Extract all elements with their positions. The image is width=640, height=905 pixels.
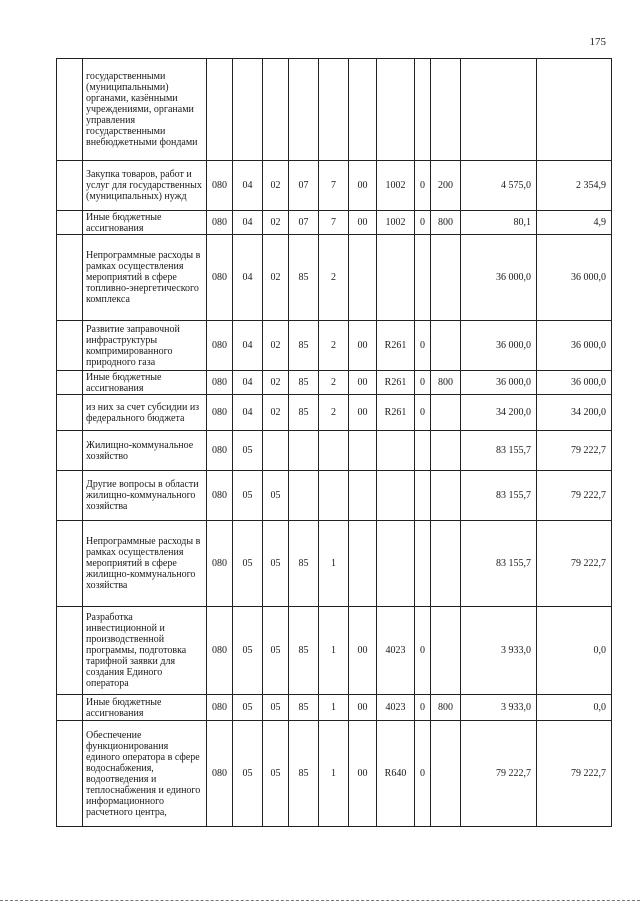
cell-v2: 79 222,7 <box>537 471 612 521</box>
cell-cs1: 85 <box>289 607 319 695</box>
cell-sub: 05 <box>263 721 289 827</box>
cell-v2: 36 000,0 <box>537 235 612 321</box>
cell-name: Развитие заправочной инфраструктуры компримированного природного газа <box>83 321 207 371</box>
cell-cs5: 0 <box>415 211 431 235</box>
cell-cs4: 1002 <box>377 211 415 235</box>
table-row <box>57 471 612 521</box>
cell-cs1: 85 <box>289 695 319 721</box>
table-row <box>57 521 612 607</box>
cell-vr <box>431 321 461 371</box>
cell-cs4: R261 <box>377 395 415 431</box>
cell-sect: 05 <box>233 695 263 721</box>
cell-cs1: 07 <box>289 161 319 211</box>
cell-cs1 <box>289 471 319 521</box>
cell-sect: 04 <box>233 371 263 395</box>
cell-sub: 02 <box>263 395 289 431</box>
cell-admin: 080 <box>207 721 233 827</box>
cell-name: Обеспечение функционирования единого оператора в сфере водоснабжения, водоотведения и теплоснабжения и единого информационного расчетного центра, <box>83 721 207 827</box>
cell-cs5 <box>415 521 431 607</box>
cell-vr <box>431 471 461 521</box>
cell-name: Непрограммные расходы в рамках осуществления мероприятий в сфере жилищно-коммунального хозяйства <box>83 521 207 607</box>
cell-sub: 02 <box>263 161 289 211</box>
table-row <box>57 695 612 721</box>
table-row <box>57 235 612 321</box>
cell-admin: 080 <box>207 235 233 321</box>
row-margin-cell <box>57 695 83 721</box>
cell-vr <box>431 721 461 827</box>
cell-admin: 080 <box>207 395 233 431</box>
cell-sect: 05 <box>233 607 263 695</box>
cell-vr <box>431 607 461 695</box>
cell-vr: 800 <box>431 695 461 721</box>
cell-cs1: 85 <box>289 371 319 395</box>
cell-cs5: 0 <box>415 395 431 431</box>
cell-v1: 79 222,7 <box>461 721 537 827</box>
row-margin-cell <box>57 431 83 471</box>
cell-v2: 4,9 <box>537 211 612 235</box>
cell-vr <box>431 59 461 161</box>
cell-cs4 <box>377 59 415 161</box>
cell-sub: 05 <box>263 471 289 521</box>
cell-cs2: 1 <box>319 521 349 607</box>
cell-vr <box>431 431 461 471</box>
cell-cs3 <box>349 431 377 471</box>
table-row <box>57 721 612 827</box>
cell-cs5 <box>415 471 431 521</box>
cell-v1: 36 000,0 <box>461 235 537 321</box>
cell-cs3 <box>349 59 377 161</box>
cell-name: из них за счет субсидии из федерального бюджета <box>83 395 207 431</box>
cell-sect: 04 <box>233 211 263 235</box>
table-row <box>57 607 612 695</box>
cell-name: государственными (муниципальными) органами, казёнными учреждениями, органами управления государственными внебюджетными фондами <box>83 59 207 161</box>
cell-cs4: 1002 <box>377 161 415 211</box>
cell-sub: 02 <box>263 321 289 371</box>
cell-v1: 36 000,0 <box>461 371 537 395</box>
cell-sub: 05 <box>263 695 289 721</box>
cell-cs5: 0 <box>415 721 431 827</box>
cell-v1: 3 933,0 <box>461 695 537 721</box>
cell-admin: 080 <box>207 607 233 695</box>
cell-cs1: 85 <box>289 521 319 607</box>
cell-cs3 <box>349 521 377 607</box>
cell-cs4 <box>377 235 415 321</box>
cell-v1: 83 155,7 <box>461 471 537 521</box>
cell-cs5 <box>415 431 431 471</box>
cell-vr: 200 <box>431 161 461 211</box>
cell-cs3: 00 <box>349 211 377 235</box>
cell-sect: 05 <box>233 471 263 521</box>
cell-v1: 36 000,0 <box>461 321 537 371</box>
cell-cs2: 2 <box>319 235 349 321</box>
cell-cs5 <box>415 235 431 321</box>
cell-sect: 04 <box>233 395 263 431</box>
cell-vr: 800 <box>431 371 461 395</box>
cell-cs1 <box>289 431 319 471</box>
budget-table <box>56 58 612 827</box>
cell-vr: 800 <box>431 211 461 235</box>
cell-admin: 080 <box>207 695 233 721</box>
cell-cs4: 4023 <box>377 695 415 721</box>
cell-cs2: 2 <box>319 371 349 395</box>
cell-sub: 02 <box>263 371 289 395</box>
cell-name: Другие вопросы в области жилищно-коммунального хозяйства <box>83 471 207 521</box>
row-margin-cell <box>57 211 83 235</box>
cell-cs1: 85 <box>289 395 319 431</box>
cell-sub: 05 <box>263 521 289 607</box>
cell-vr <box>431 521 461 607</box>
cell-sect: 05 <box>233 431 263 471</box>
cell-cs5: 0 <box>415 607 431 695</box>
cell-cs2 <box>319 59 349 161</box>
row-margin-cell <box>57 471 83 521</box>
cell-cs1 <box>289 59 319 161</box>
cell-v1: 83 155,7 <box>461 431 537 471</box>
cell-sub <box>263 59 289 161</box>
cell-sect: 04 <box>233 235 263 321</box>
row-margin-cell <box>57 371 83 395</box>
row-margin-cell <box>57 321 83 371</box>
cell-cs5: 0 <box>415 321 431 371</box>
cell-cs3: 00 <box>349 161 377 211</box>
cell-v2: 36 000,0 <box>537 321 612 371</box>
row-margin-cell <box>57 721 83 827</box>
cell-sub: 02 <box>263 235 289 321</box>
table-row <box>57 211 612 235</box>
cell-sect <box>233 59 263 161</box>
cell-cs3 <box>349 471 377 521</box>
cell-cs5 <box>415 59 431 161</box>
cell-cs2: 2 <box>319 395 349 431</box>
cell-name: Закупка товаров, работ и услуг для государственных (муниципальных) нужд <box>83 161 207 211</box>
cell-cs5: 0 <box>415 695 431 721</box>
cell-sect: 05 <box>233 521 263 607</box>
cell-cs2 <box>319 471 349 521</box>
cell-name: Иные бюджетные ассигнования <box>83 695 207 721</box>
cell-v2: 79 222,7 <box>537 521 612 607</box>
cell-cs4 <box>377 471 415 521</box>
cell-v2: 0,0 <box>537 695 612 721</box>
cell-v1: 34 200,0 <box>461 395 537 431</box>
cell-cs2: 7 <box>319 211 349 235</box>
cell-admin: 080 <box>207 211 233 235</box>
cell-cs3: 00 <box>349 321 377 371</box>
table-row <box>57 395 612 431</box>
cell-v1: 4 575,0 <box>461 161 537 211</box>
cell-admin: 080 <box>207 371 233 395</box>
cell-cs2: 1 <box>319 607 349 695</box>
row-margin-cell <box>57 235 83 321</box>
cell-cs2 <box>319 431 349 471</box>
cell-cs3 <box>349 235 377 321</box>
cell-cs3: 00 <box>349 395 377 431</box>
table-row <box>57 161 612 211</box>
cell-cs4: R261 <box>377 371 415 395</box>
table-row <box>57 431 612 471</box>
bottom-rule <box>0 900 640 901</box>
cell-v2: 34 200,0 <box>537 395 612 431</box>
cell-name: Иные бюджетные ассигнования <box>83 211 207 235</box>
table-row <box>57 59 612 161</box>
row-margin-cell <box>57 607 83 695</box>
cell-sect: 04 <box>233 321 263 371</box>
cell-cs4 <box>377 431 415 471</box>
cell-cs2: 2 <box>319 321 349 371</box>
cell-sub <box>263 431 289 471</box>
cell-cs4: R640 <box>377 721 415 827</box>
cell-v2 <box>537 59 612 161</box>
cell-admin <box>207 59 233 161</box>
cell-cs3: 00 <box>349 695 377 721</box>
cell-name: Разработка инвестиционной и производственной программы, подготовка тарифной заявки для создания Единого оператора <box>83 607 207 695</box>
cell-v1: 3 933,0 <box>461 607 537 695</box>
cell-cs4: 4023 <box>377 607 415 695</box>
cell-v2: 36 000,0 <box>537 371 612 395</box>
row-margin-cell <box>57 521 83 607</box>
cell-sub: 02 <box>263 211 289 235</box>
cell-vr <box>431 235 461 321</box>
cell-cs2: 7 <box>319 161 349 211</box>
cell-cs5: 0 <box>415 161 431 211</box>
page-number: 175 <box>589 36 606 48</box>
cell-cs2: 1 <box>319 695 349 721</box>
cell-sect: 04 <box>233 161 263 211</box>
cell-v2: 79 222,7 <box>537 431 612 471</box>
cell-cs1: 85 <box>289 321 319 371</box>
table-row <box>57 371 612 395</box>
cell-cs3: 00 <box>349 607 377 695</box>
cell-name: Жилищно-коммунальное хозяйство <box>83 431 207 471</box>
cell-name: Иные бюджетные ассигнования <box>83 371 207 395</box>
table-row <box>57 321 612 371</box>
row-margin-cell <box>57 161 83 211</box>
cell-admin: 080 <box>207 521 233 607</box>
cell-admin: 080 <box>207 161 233 211</box>
cell-v1 <box>461 59 537 161</box>
row-margin-cell <box>57 59 83 161</box>
cell-sect: 05 <box>233 721 263 827</box>
cell-v1: 80,1 <box>461 211 537 235</box>
cell-cs3: 00 <box>349 371 377 395</box>
row-margin-cell <box>57 395 83 431</box>
cell-sub: 05 <box>263 607 289 695</box>
cell-cs1: 85 <box>289 235 319 321</box>
cell-v2: 79 222,7 <box>537 721 612 827</box>
cell-cs5: 0 <box>415 371 431 395</box>
cell-cs1: 07 <box>289 211 319 235</box>
cell-admin: 080 <box>207 431 233 471</box>
cell-cs4: R261 <box>377 321 415 371</box>
cell-cs4 <box>377 521 415 607</box>
cell-cs2: 1 <box>319 721 349 827</box>
cell-name: Непрограммные расходы в рамках осуществления мероприятий в сфере топливно-энергетического комплекса <box>83 235 207 321</box>
cell-vr <box>431 395 461 431</box>
cell-v2: 2 354,9 <box>537 161 612 211</box>
cell-v2: 0,0 <box>537 607 612 695</box>
cell-admin: 080 <box>207 471 233 521</box>
cell-cs1: 85 <box>289 721 319 827</box>
cell-v1: 83 155,7 <box>461 521 537 607</box>
cell-admin: 080 <box>207 321 233 371</box>
cell-cs3: 00 <box>349 721 377 827</box>
